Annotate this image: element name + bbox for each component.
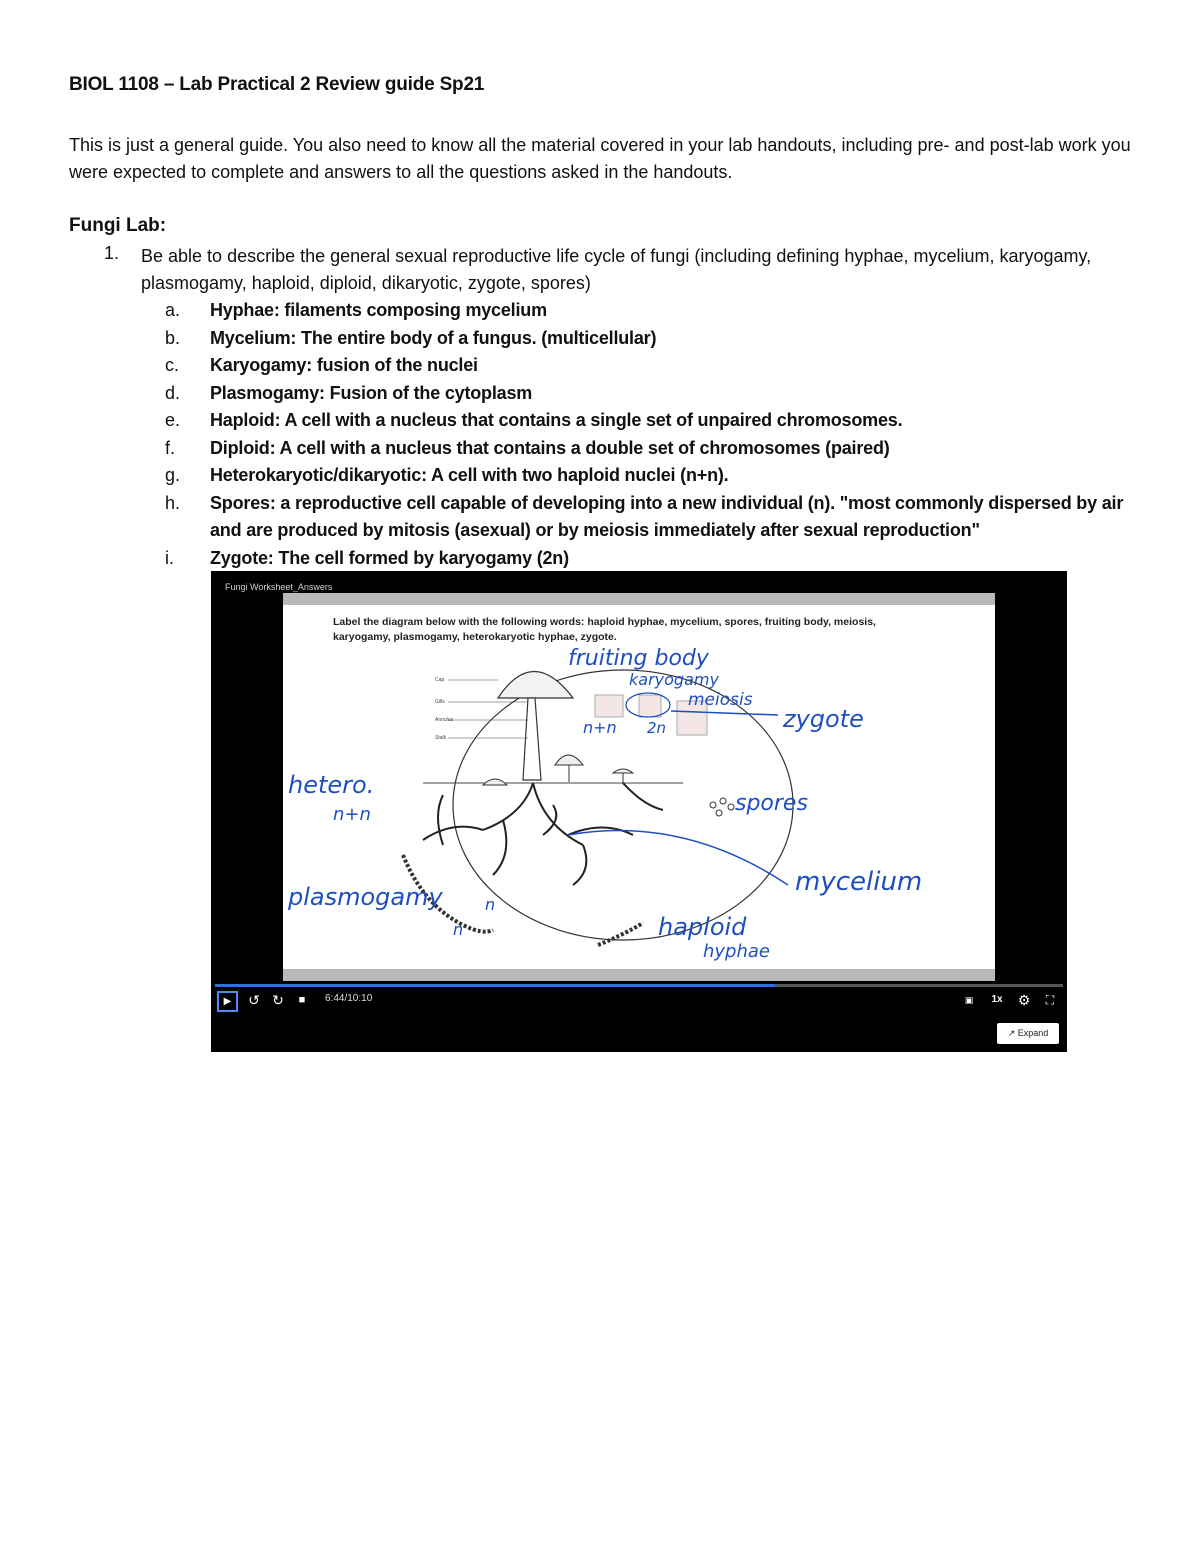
annotation-zygote: zygote xyxy=(783,705,864,733)
definition-item xyxy=(165,545,1155,573)
annotation-plasmogamy: plasmogamy xyxy=(288,883,443,911)
annotation-n: n xyxy=(485,895,496,914)
definition-text: Spores: a reproductive cell capable of developing into a new individual (n). "most commonly dispersed by air and are produced by mitosis (asexual) or by meiosis immediately after sexual reproduction" xyxy=(210,492,1124,540)
fullscreen-icon: ⛶ xyxy=(1045,993,1055,1007)
external-link-icon: ↗ xyxy=(1007,1028,1018,1038)
annotation-spores: spores xyxy=(735,791,808,816)
annotation-2n: 2n xyxy=(647,719,667,737)
item-letter: h. xyxy=(165,492,181,513)
definition-item xyxy=(165,462,1155,490)
play-button[interactable] xyxy=(217,991,238,1012)
expand-label: Expand xyxy=(1017,1028,1049,1038)
mycelium-network xyxy=(423,783,663,885)
definition-item xyxy=(165,380,1155,408)
captions-button[interactable] xyxy=(959,989,979,1011)
definition-text: Haploid: A cell with a nucleus that contains a single set of unpaired chromosomes. xyxy=(210,410,903,430)
zygote-cell-image xyxy=(639,695,661,717)
item-letter: c. xyxy=(165,355,180,375)
definition-item xyxy=(165,352,1155,380)
definition-text: Hyphae: filaments composing mycelium xyxy=(210,300,547,320)
slide-top-bar xyxy=(283,593,995,605)
item-letter: f. xyxy=(165,437,176,458)
part-label-gills: Gills xyxy=(435,699,445,705)
handwritten-annotations xyxy=(287,646,922,962)
slide-bottom-bar xyxy=(283,969,995,981)
dikaryotic-cell-image xyxy=(595,695,623,717)
definition-item xyxy=(165,407,1155,435)
question-text: Be able to describe the general sexual reproductive life cycle of fungi (including defining hyphae, mycelium, karyogamy, plasmogamy, haploid, diploid, dikaryotic, zygote, spores) xyxy=(141,246,1092,293)
spore-dots xyxy=(710,798,734,816)
annotation-karyogamy: karyogamy xyxy=(629,670,719,689)
item-letter: g. xyxy=(165,465,181,485)
annotation-n-plus-n: n+n xyxy=(583,718,617,737)
fungi-life-cycle-diagram xyxy=(283,605,995,969)
captions-icon: ▣ xyxy=(964,995,974,1005)
annotation-hetero-nn: n+n xyxy=(333,804,371,825)
video-controls xyxy=(211,984,1067,1014)
worksheet-prompt: Label the diagram below with the following words: haploid hyphae, mycelium, spores, fruiting body, meiosis, karyogamy, plasmogamy, heterokaryotic hyphae, zygote. xyxy=(333,616,876,643)
item-letter: d. xyxy=(165,382,181,403)
definition-item xyxy=(165,325,1155,353)
speed-button[interactable]: 1x xyxy=(991,994,1003,1005)
volume-button[interactable] xyxy=(293,989,311,1011)
document-title: BIOL 1108 – Lab Practical 2 Review guide Sp21 xyxy=(69,74,485,95)
definition-text: Heterokaryotic/dikaryotic: A cell with two haploid nuclei (n+n). xyxy=(210,465,729,485)
part-label-annulus: Annulus xyxy=(435,717,454,723)
annotation-n-2: n xyxy=(453,920,464,939)
definition-item xyxy=(165,490,1155,545)
video-title: Fungi Worksheet_Answers xyxy=(225,582,333,592)
playback-time: 6:44/10:10 xyxy=(325,993,373,1004)
definition-text: Diploid: A cell with a nucleus that contains a double set of chromosomes (paired) xyxy=(210,437,890,458)
annotation-mycelium: mycelium xyxy=(795,867,923,897)
video-player[interactable] xyxy=(211,571,1067,1052)
forward-button[interactable] xyxy=(269,989,287,1011)
question-number: 1. xyxy=(104,243,120,263)
definition-list xyxy=(165,297,1155,572)
item-letter: a. xyxy=(165,300,181,320)
item-letter: e. xyxy=(165,410,181,430)
part-label-cap: Cap xyxy=(435,677,445,683)
definition-item xyxy=(165,435,1155,463)
annotation-hetero: hetero. xyxy=(288,771,375,799)
item-letter: i. xyxy=(165,547,174,568)
definition-item xyxy=(165,297,1155,325)
definition-text: Karyogamy: fusion of the nuclei xyxy=(210,355,478,375)
replay-button[interactable] xyxy=(245,989,263,1011)
annotation-meiosis: meiosis xyxy=(688,690,753,710)
intro-paragraph: This is just a general guide. You also need to know all the material covered in your lab handouts, including pre- and post-lab work you were expected to complete and answers to all the questions asked in the handouts. xyxy=(69,135,1131,182)
definition-text: Zygote: The cell formed by karyogamy (2n) xyxy=(210,547,569,568)
video-slide xyxy=(283,605,995,969)
definition-text: Plasmogamy: Fusion of the cytoplasm xyxy=(210,382,533,403)
section-heading: Fungi Lab: xyxy=(69,215,167,236)
progress-fill xyxy=(215,984,775,987)
part-label-stalk: Stalk xyxy=(435,735,447,741)
settings-button[interactable] xyxy=(1015,989,1033,1011)
forward-icon: ↻ xyxy=(272,992,284,1008)
replay-icon: ↺ xyxy=(248,992,260,1008)
annotation-haploid: haploid xyxy=(658,913,747,941)
item-letter: b. xyxy=(165,327,181,348)
annotation-fruiting-body: fruiting body xyxy=(568,646,709,671)
expand-button[interactable] xyxy=(997,1023,1059,1044)
fullscreen-button[interactable] xyxy=(1041,989,1059,1011)
settings-icon: ⚙ xyxy=(1017,992,1031,1008)
volume-icon: ■ xyxy=(298,994,306,1006)
definition-text: Mycelium: The entire body of a fungus. (multicellular) xyxy=(210,327,657,348)
annotation-hyphae: hyphae xyxy=(703,941,770,962)
play-icon: ▶ xyxy=(223,996,232,1007)
